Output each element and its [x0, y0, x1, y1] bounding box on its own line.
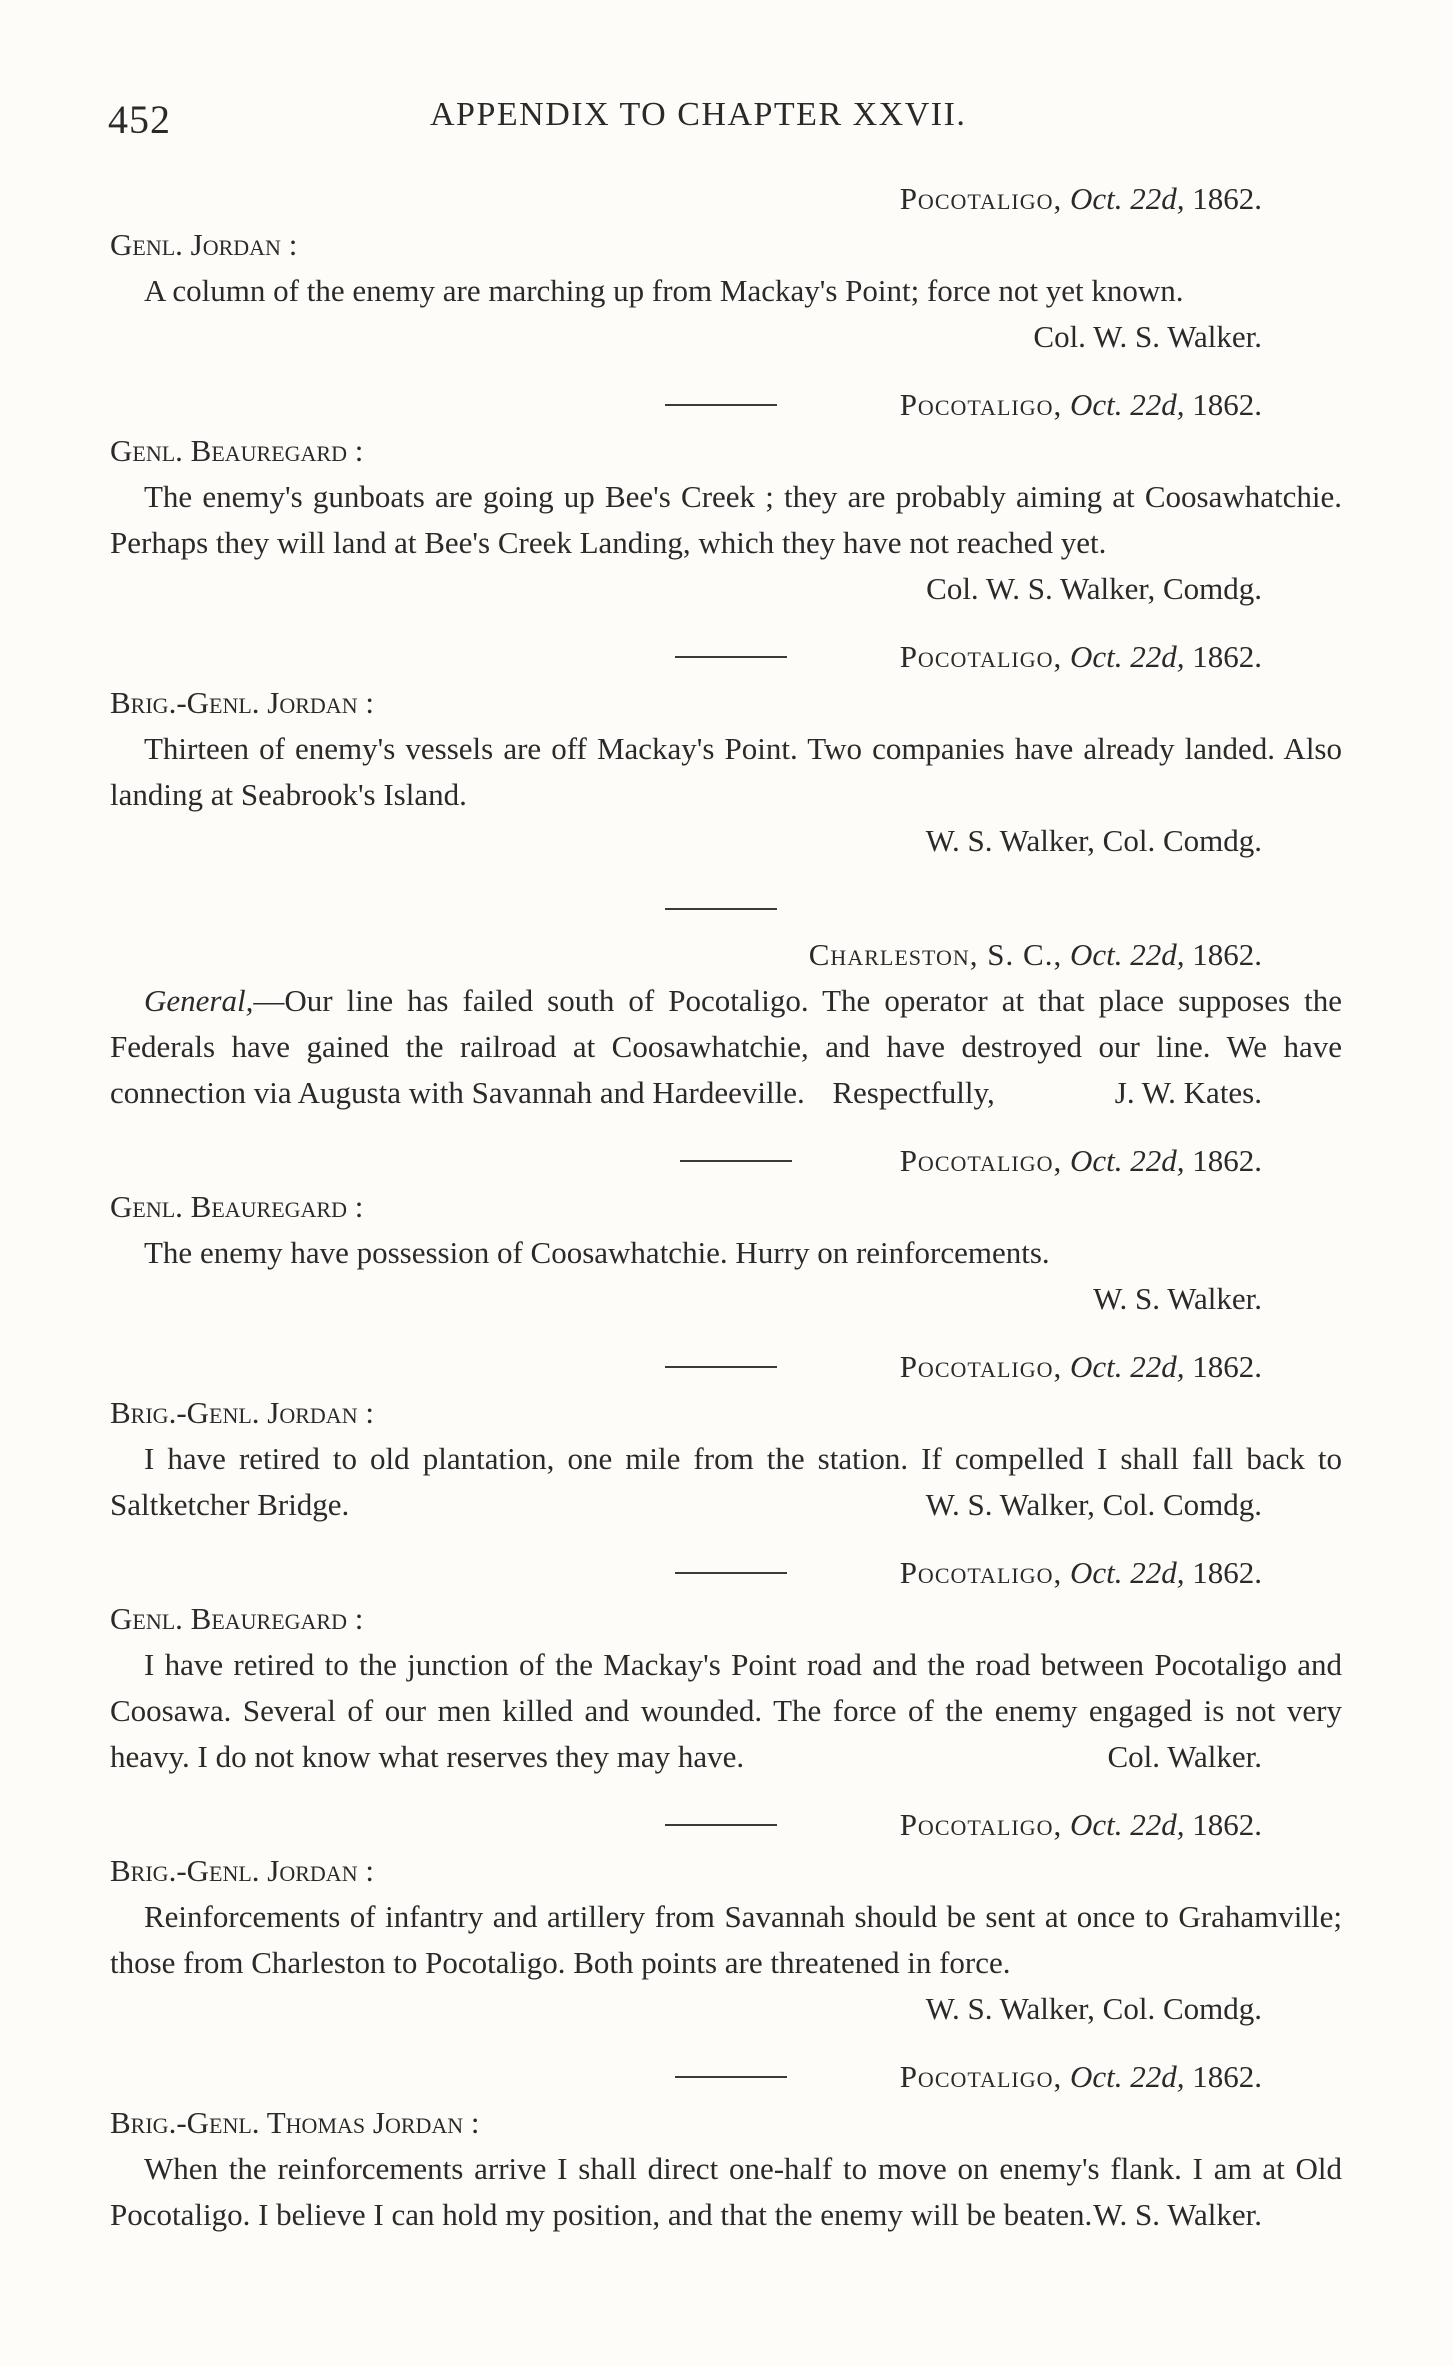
running-head: APPENDIX TO CHAPTER XXVII.	[430, 96, 967, 133]
addressee: Genl. Beauregard :	[110, 1601, 364, 1636]
dateline-year: 1862.	[1192, 181, 1262, 216]
message-heading	[110, 1344, 1342, 1390]
signature: Col. W. S. Walker, Comdg.	[926, 571, 1262, 606]
dateline-year: 1862.	[1192, 639, 1262, 674]
dateline	[900, 1344, 1262, 1390]
dateline-year: 1862.	[1192, 387, 1262, 422]
message-text: I have retired to the junction of the Mackay's Point road and the road between Pocotaligo and Coosawa. Several of our men killed and wounded. The force of the enemy engaged is not very heavy. I do not know what reserves they may have.	[110, 1647, 1342, 1774]
message-body: The enemy have possession of Coosawhatchie. Hurry on reinforcements.	[144, 1235, 1050, 1270]
message-body	[110, 978, 1342, 1116]
addressee: Genl. Jordan :	[110, 227, 298, 262]
message-body	[110, 2146, 1342, 2238]
separator-rule	[665, 1824, 777, 1826]
addressee: Brig.-Genl. Jordan :	[110, 685, 374, 720]
dateline-year: 1862.	[1192, 1807, 1262, 1842]
dateline-date: Oct. 22d,	[1069, 1555, 1185, 1590]
message-text: Reinforcements of infantry and artillery from Savannah should be sent at once to Grahamville; those from Charleston to Pocotaligo. Both points are threatened in force.	[110, 1899, 1342, 1980]
dateline-place: Pocotaligo,	[899, 1349, 1063, 1384]
separator-rule	[665, 404, 777, 406]
message-heading	[110, 886, 1342, 932]
dateline-place: Pocotaligo,	[899, 1143, 1063, 1178]
message-heading	[110, 932, 1342, 978]
dateline	[900, 634, 1262, 680]
message-body	[110, 1894, 1342, 2026]
addressee: Brig.-Genl. Thomas Jordan :	[110, 2105, 480, 2140]
addressee: Brig.-Genl. Jordan :	[110, 1853, 374, 1888]
dateline-date: Oct. 22d,	[1069, 639, 1185, 674]
dateline-place: Charleston, S. C.,	[808, 937, 1063, 972]
separator-rule	[680, 1160, 792, 1162]
dateline-place: Pocotaligo,	[899, 181, 1063, 216]
dateline-year: 1862.	[1192, 2059, 1262, 2094]
message-body	[110, 268, 1342, 354]
message-body: Thirteen of enemy's vessels are off Mackay's Point. Two companies have already landed. Also landing at Seabrook's Island.	[110, 731, 1342, 812]
message-3	[110, 634, 1342, 864]
message-text: —Our line has failed south of Pocotaligo. The operator at that place supposes the Federals have gained the railroad at Coosawhatchie, and have destroyed our line. We have connection via Augusta with Savannah and Hardeeville.	[110, 983, 1342, 1110]
dateline-place: Pocotaligo,	[899, 2059, 1063, 2094]
signature: W. S. Walker, Col. Comdg.	[925, 823, 1262, 858]
dateline-date: Oct. 22d,	[1069, 1807, 1185, 1842]
message-heading	[110, 634, 1342, 680]
dateline-date: Oct. 22d,	[1069, 387, 1185, 422]
dateline-date: Oct. 22d,	[1069, 2059, 1185, 2094]
dateline-date: Oct. 22d,	[1069, 1349, 1185, 1384]
signature: W. S. Walker.	[1093, 2197, 1262, 2232]
signature: Col. W. S. Walker.	[1033, 319, 1262, 354]
message-heading	[110, 176, 1342, 222]
dateline	[809, 932, 1262, 978]
message-4	[110, 886, 1342, 1116]
dateline	[900, 1802, 1262, 1848]
separator-rule	[675, 656, 787, 658]
text-block	[110, 176, 1342, 2238]
dateline-date: Oct. 22d,	[1069, 1143, 1185, 1178]
dateline-place: Pocotaligo,	[899, 1807, 1063, 1842]
dateline-year: 1862.	[1192, 1143, 1262, 1178]
dateline	[900, 382, 1262, 428]
salutation: General,	[144, 983, 254, 1018]
page-number: 452	[108, 97, 171, 142]
message-heading	[110, 1138, 1342, 1184]
separator-rule	[665, 908, 777, 910]
dateline-date: Oct. 22d,	[1069, 181, 1185, 216]
message-heading	[110, 1802, 1342, 1848]
dateline-year: 1862.	[1192, 1555, 1262, 1590]
message-text: When the reinforcements arrive I shall direct one-half to move on enemy's flank. I am at Old Pocotaligo. I believe I can hold my position, and that the enemy will be beaten.	[110, 2151, 1342, 2232]
message-heading	[110, 1550, 1342, 1596]
dateline	[900, 1138, 1262, 1184]
message-7	[110, 1550, 1342, 1780]
message-text: I have retired to old plantation, one mile from the station. If compelled I shall fall back to Saltketcher Bridge.	[110, 1441, 1342, 1522]
dateline-year: 1862.	[1192, 937, 1262, 972]
message-8	[110, 1802, 1342, 2032]
dateline-date: Oct. 22d,	[1069, 937, 1185, 972]
signature: Col. Walker.	[1107, 1739, 1262, 1774]
message-text: A column of the enemy are marching up from Mackay's Point; force not yet known.	[144, 273, 1184, 308]
message-body	[110, 474, 1342, 606]
dateline	[900, 1550, 1262, 1596]
addressee: Genl. Beauregard :	[110, 433, 364, 468]
message-2	[110, 382, 1342, 612]
dateline-place: Pocotaligo,	[899, 387, 1063, 422]
dateline-place: Pocotaligo,	[899, 639, 1063, 674]
separator-rule	[665, 1366, 777, 1368]
dateline-place: Pocotaligo,	[899, 1555, 1063, 1590]
message-1	[110, 176, 1342, 360]
addressee: Brig.-Genl. Jordan :	[110, 1395, 374, 1430]
message-6	[110, 1344, 1342, 1528]
message-body	[110, 1642, 1342, 1780]
message-body	[110, 1436, 1342, 1528]
message-9	[110, 2054, 1342, 2238]
signature: W. S. Walker, Col. Comdg.	[925, 1991, 1262, 2026]
dateline-year: 1862.	[1192, 1349, 1262, 1384]
dateline	[900, 176, 1262, 222]
signature: W. S. Walker, Col. Comdg.	[925, 1487, 1262, 1522]
message-heading	[110, 2054, 1342, 2100]
signature: J. W. Kates.	[1114, 1075, 1262, 1110]
signature: W. S. Walker.	[1093, 1281, 1262, 1316]
separator-rule	[675, 2076, 787, 2078]
message-text: The enemy's gunboats are going up Bee's Creek ; they are probably aiming at Coosawhatchie. Perhaps they will land at Bee's Creek Landing, which they have not reached yet.	[110, 479, 1342, 560]
message-heading	[110, 382, 1342, 428]
dateline	[900, 2054, 1262, 2100]
closing: Respectfully,	[832, 1075, 995, 1110]
message-5	[110, 1138, 1342, 1322]
separator-rule	[675, 1572, 787, 1574]
addressee: Genl. Beauregard :	[110, 1189, 364, 1224]
